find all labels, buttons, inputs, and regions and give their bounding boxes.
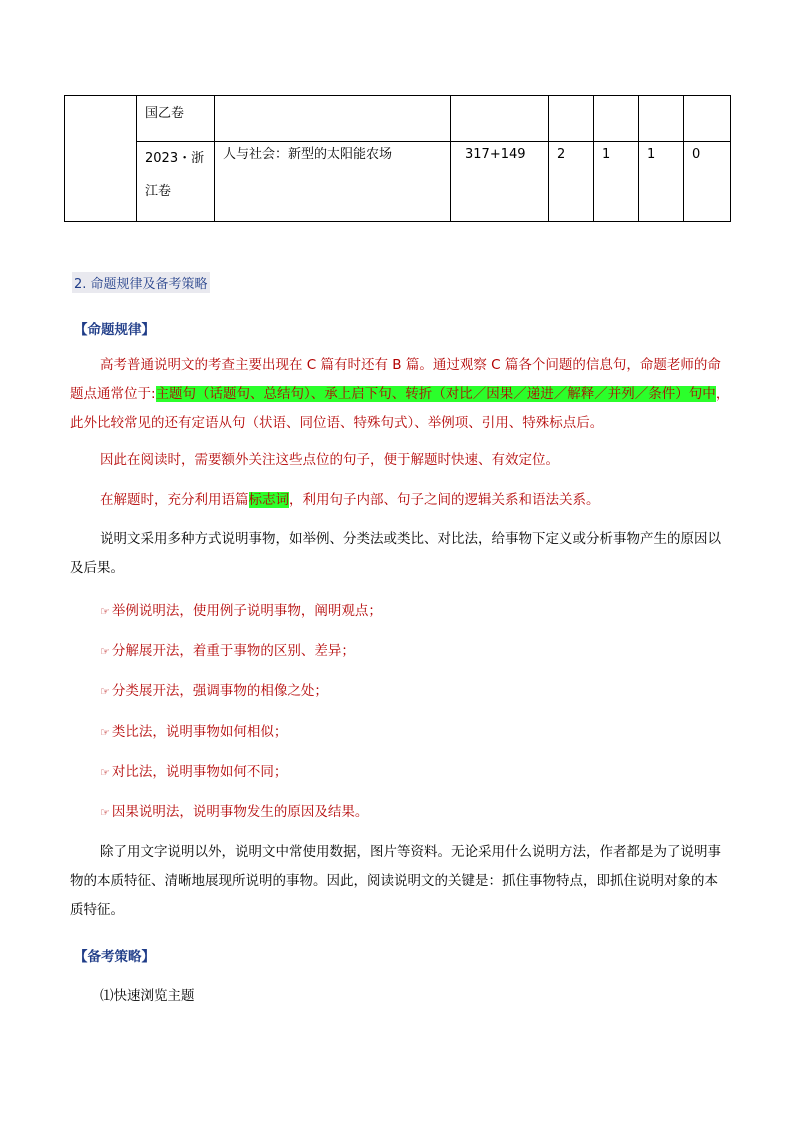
table-cell-count: 1: [639, 142, 684, 222]
method-bullet: ☞ 分解展开法，着重于事物的区别、差异；: [100, 643, 355, 659]
rules-paragraph-2: 因此在阅读时，需要额外关注这些点位的句子，便于解题时快速、有效定位。: [100, 452, 559, 468]
table-cell-count: [549, 96, 594, 142]
paragraph-text: ，利用句子内部、句子之间的逻辑关系和语法关系。: [289, 492, 600, 508]
pointing-hand-icon: ☞: [100, 645, 110, 658]
table-cell-count: 0: [684, 142, 731, 222]
pointing-hand-icon: ☞: [100, 726, 110, 739]
pointing-hand-icon: ☞: [100, 605, 110, 618]
exam-table: [64, 95, 731, 222]
method-bullet: ☞ 因果说明法，说明事物发生的原因及结果。: [100, 804, 369, 820]
paragraph-text: 在解题时，充分利用语篇: [100, 492, 249, 508]
pointing-hand-icon: ☞: [100, 806, 110, 819]
method-bullet: ☞ 类比法，说明事物如何相似；: [100, 724, 288, 740]
paragraph-text: ，此外比较常见的还有定语从句（状语、同位语、特殊句式）、举例项、引用、特殊标点后。: [70, 386, 730, 431]
table-cell-words: [451, 96, 549, 142]
pointing-hand-icon: ☞: [100, 685, 110, 698]
table-row: [65, 142, 731, 222]
table-cell-exam: 2023・浙江卷: [137, 142, 215, 222]
table-cell-count: [684, 96, 731, 142]
table-cell-count: 2: [549, 142, 594, 222]
rules-heading: 【命题规律】: [74, 322, 155, 338]
rules-paragraph-4: 说明文采用多种方式说明事物，如举例、分类法或类比、对比法，给事物下定义或分析事物产生的原因以及后果。: [70, 531, 721, 576]
table-row: [65, 96, 731, 142]
rules-paragraph-3: [70, 486, 730, 515]
table-cell-count: 1: [594, 142, 639, 222]
table-cell-empty: [65, 96, 137, 222]
table-cell-count: [639, 96, 684, 142]
table-cell-topic: [215, 96, 451, 142]
table-cell-count: [594, 96, 639, 142]
table-cell-topic: 人与社会：新型的太阳能农场: [215, 142, 451, 222]
strategy-heading: 【备考策略】: [74, 949, 155, 965]
highlighted-text: 主题句（话题句、总结句）、承上启下句、转折（对比／因果／递进／解释／并列／条件）句中: [155, 386, 716, 402]
strategy-item: ⑴快速浏览主题: [100, 988, 195, 1004]
rules-paragraph-1: [70, 351, 730, 438]
method-bullet: ☞ 对比法，说明事物如何不同；: [100, 764, 288, 780]
table-cell-exam: 国乙卷: [137, 96, 215, 142]
highlighted-text: 标志词: [248, 492, 289, 508]
section-heading: 2. 命题规律及备考策略: [72, 272, 210, 293]
pointing-hand-icon: ☞: [100, 766, 110, 779]
method-bullet: ☞ 举例说明法，使用例子说明事物，阐明观点；: [100, 603, 382, 619]
rules-paragraph-5: 除了用文字说明以外，说明文中常使用数据，图片等资料。无论采用什么说明方法，作者都是为了说明事物的本质特征、清晰地展现所说明的事物。因此，阅读说明文的关键是：抓住事物特点，即抓住说明对象的本质特征。: [70, 844, 721, 918]
table-cell-words: 317+149: [451, 142, 549, 222]
method-bullet: ☞ 分类展开法，强调事物的相像之处；: [100, 683, 328, 699]
paragraph-text: 高考普通说明文的考查主要出现在 C 篇有时还有 B 篇。通过观察 C 篇各个问题的信息句，命题老师的命题点通常位于:: [70, 357, 721, 402]
